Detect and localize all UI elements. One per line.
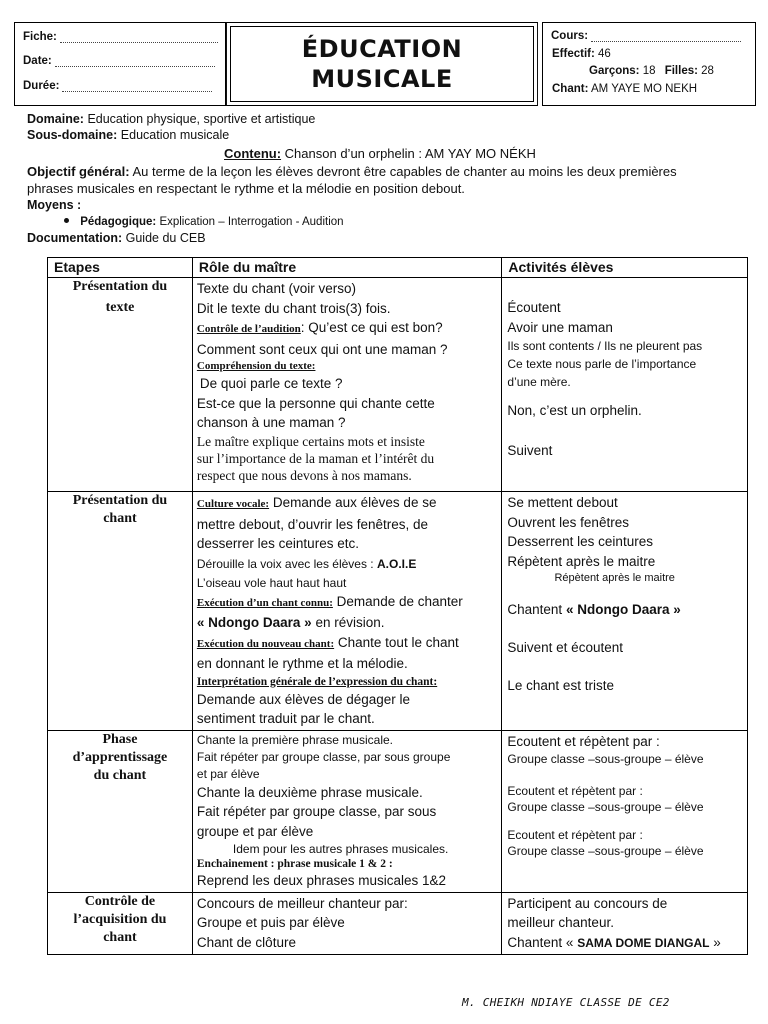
activity-line: Ouvrent les fenêtres [507,514,629,530]
pedagogique-value: Explication – Interrogation - Audition [159,216,344,228]
activity-text-bold: « Ndongo Daara » [565,602,681,617]
activity-line: Groupe classe –sous-groupe – élève [507,844,704,858]
fiche-row [23,31,218,43]
lesson-table [47,257,748,955]
title-frame [230,26,534,102]
role-line: respect que nous devons à nos mamans. [196,467,412,483]
role-line: groupe et par élève [196,823,314,839]
etape-text: Présentation du [72,493,168,508]
role-line: sentiment traduit par le chant. [196,711,375,726]
chant-label: Chant: [552,83,589,95]
role-line: Idem pour les autres phrases musicales. [232,842,449,856]
header-role-maitre: Rôle du maître [192,258,502,278]
role-line: Chante la première phrase musicale. [196,732,393,747]
role-line: Concours de meilleur chanteur par: [196,895,408,911]
header-title-box [226,22,538,106]
header-right-box [542,22,756,106]
contenu-value: Chanson d’un orphelin : AM YAY MO NÉKH [284,146,536,161]
activity-line: Ce texte nous parle de l’importance [507,357,697,371]
activity-cell [502,730,748,892]
role-line [197,554,498,574]
role-cell [192,492,502,731]
domaine-line [27,112,747,128]
role-cell [192,278,502,492]
filles-label: Filles: [664,65,698,77]
etape-text: Phase [102,731,138,747]
activity-line: Se mettent debout [507,495,618,510]
objectif-line-1 [27,164,747,180]
activity-line: Ils sont contents / Ils ne pleurent pas [507,339,703,353]
date-row [23,55,215,67]
etape-cell [48,492,193,731]
role-line [197,318,498,340]
contenu-line [224,146,536,162]
header-left-box [14,22,226,106]
role-text: en révision. [315,615,385,630]
activity-line: Ecoutent et répètent par : [507,784,643,798]
duree-label: Durée: [23,80,60,92]
activity-text: Chantent [507,602,563,617]
role-line: Le maître explique certains mots et insiste [196,433,425,449]
role-text: Demande aux élèves de se [272,495,437,510]
objectif-value-1: Au terme de la leçon les élèves devront être capables de chanter au moins les deux premières [132,164,677,179]
role-line: en donnant le rythme et la mélodie. [196,656,408,671]
role-line: Reprend les deux phrases musicales 1&2 [196,873,447,888]
pedagogique-line [64,215,768,231]
etape-text: Contrôle de [84,893,156,909]
etape-text: du chant [93,767,147,783]
activity-line: Le chant est triste [507,678,614,693]
role-subheading: Enchainement : phrase musicale 1 & 2 : [196,858,393,870]
etape-text: d’apprentissage [72,749,168,765]
role-line: L’oiseau vole haut haut haut [196,575,347,590]
domaine-label: Domaine: [27,112,84,126]
role-line: Chante la deuxième phrase musicale. [196,784,423,800]
role-line: Texte du chant (voir verso) [196,281,356,296]
objectif-label: Objectif général: [27,164,130,179]
role-subheading: Compréhension du texte: [196,360,316,372]
activity-line: Répètent après le maitre [507,553,656,569]
moyens-line [27,198,747,214]
activity-cell [502,278,748,492]
activity-line: Groupe classe –sous-groupe – élève [507,752,704,766]
role-text: Demande de chanter [336,593,463,609]
objectif-line-2 [27,181,747,197]
role-line: Fait répéter par groupe classe, par sous groupe [196,749,451,764]
gender-row [589,65,714,77]
page-title-line2: MUSICALE [311,65,453,93]
activity-line: Avoir une maman [507,319,613,335]
etape-cell [48,278,193,492]
table-row [48,730,748,892]
pedagogique-label: Pédagogique: [80,216,157,228]
header-activites-eleves: Activités élèves [502,258,748,278]
sous-domaine-value: Education musicale [120,128,230,142]
activity-line: Suivent [507,442,553,458]
role-line: De quoi parle ce texte ? [199,376,343,391]
role-line: Dit le texte du chant trois(3) fois. [196,300,391,316]
activity-text: Chantent « [507,934,574,950]
role-text-bold: « Ndongo Daara » [196,615,312,630]
fiche-label: Fiche: [23,31,57,43]
duree-row [23,80,212,92]
documentation-value: Guide du CEB [125,231,206,245]
activity-line: meilleur chanteur. [507,915,614,930]
cours-label: Cours: [551,30,589,42]
activity-text-bold: SAMA DOME DIANGAL [577,935,710,950]
duree-dots [62,82,212,92]
role-subheading: Contrôle de l’audition [196,323,301,335]
activity-line: Suivent et écoutent [507,639,623,655]
cours-row [551,30,741,42]
role-line: Est-ce que la personne qui chante cette [196,395,435,411]
garcons-label: Garçons: [589,65,640,77]
cours-dots [591,32,741,42]
documentation-label: Documentation: [27,231,123,245]
role-line [197,592,498,614]
role-line [197,633,498,655]
role-text: Chante tout le chant [337,634,459,650]
etape-cell [48,730,193,892]
role-line: Fait répéter par groupe classe, par sous [196,804,437,819]
contenu-label: Contenu: [224,146,282,161]
activity-line: Participent au concours de [507,895,668,911]
activity-line: Desserrent les ceintures [507,534,653,549]
activity-line: Groupe classe –sous-groupe – élève [507,800,704,814]
date-label: Date: [23,55,52,67]
activity-cell [502,492,748,731]
moyens-label: Moyens : [27,198,82,212]
objectif-value-2: phrases musicales en respectant le rythme et la mélodie en position debout. [27,181,465,196]
role-text-bold: A.O.I.E [376,556,417,571]
table-row [48,492,748,731]
role-subheading: Exécution d’un chant connu: [196,596,333,609]
role-line: Chant de clôture [196,934,296,950]
role-line: Comment sont ceux qui ont une maman ? [196,341,448,357]
table-row [48,278,748,492]
activity-line: Non, c’est un orphelin. [507,403,642,418]
role-line [197,613,498,633]
activity-line: Ecoutent et répètent par : [507,828,643,842]
filles-value: 28 [701,65,714,77]
etape-text: chant [103,929,137,945]
role-line: Groupe et puis par élève [196,915,345,930]
role-cell [192,892,502,955]
role-line [197,493,498,515]
table-header-row [48,258,748,278]
effectif-label: Effectif: [552,48,595,60]
activity-line: Écoutent [507,300,561,315]
role-subheading: Interprétation générale de l’expression du chant: [196,675,438,688]
activity-line: d’une mère. [507,375,571,389]
role-subheading: Exécution du nouveau chant: [196,637,335,650]
effectif-row [552,48,611,60]
activity-text: » [713,934,721,950]
etape-text: chant [103,511,137,526]
etape-cell [48,892,193,955]
role-line: sur l’importance de la maman et l’intérêt du [196,450,435,466]
bullet-icon [64,218,69,223]
fiche-dots [60,33,218,43]
domaine-value: Education physique, sportive et artistique [87,112,316,126]
sous-domaine-line [27,128,747,144]
activity-line [507,600,742,620]
activity-line [507,933,742,954]
role-subheading: Culture vocale: [196,498,270,510]
effectif-value: 46 [598,48,611,60]
role-line: et par élève [196,766,260,781]
activity-line: Ecoutent et répètent par : [507,733,660,749]
author-footer: M. CHEIKH NDIAYE CLASSE DE CE2 [462,996,670,1009]
page-title-line1: ÉDUCATION [301,35,463,63]
etape-text: l’acquisition du [73,911,167,927]
etape-text: Présentation du [72,279,168,294]
role-line: chanson à une maman ? [196,415,346,430]
role-text: Dérouille la voix avec les élèves : [196,556,374,571]
chant-value: AM YAYE MO NEKH [590,83,698,95]
garcons-value: 18 [642,65,656,77]
role-line: Demande aux élèves de dégager le [196,691,411,707]
role-text: : Qu’est ce qui est bon? [300,320,443,335]
table-row [48,892,748,955]
role-line: desserrer les ceintures etc. [196,536,359,551]
chant-row [552,83,697,95]
etape-text: texte [105,300,135,315]
date-dots [55,57,215,67]
role-line: mettre debout, d’ouvrir les fenêtres, de [196,516,429,532]
role-cell [192,730,502,892]
sous-domaine-label: Sous-domaine: [27,128,118,142]
header-etapes: Etapes [48,258,193,278]
activity-cell [502,892,748,955]
activity-line: Répètent après le maitre [554,572,675,584]
documentation-line [27,231,747,247]
